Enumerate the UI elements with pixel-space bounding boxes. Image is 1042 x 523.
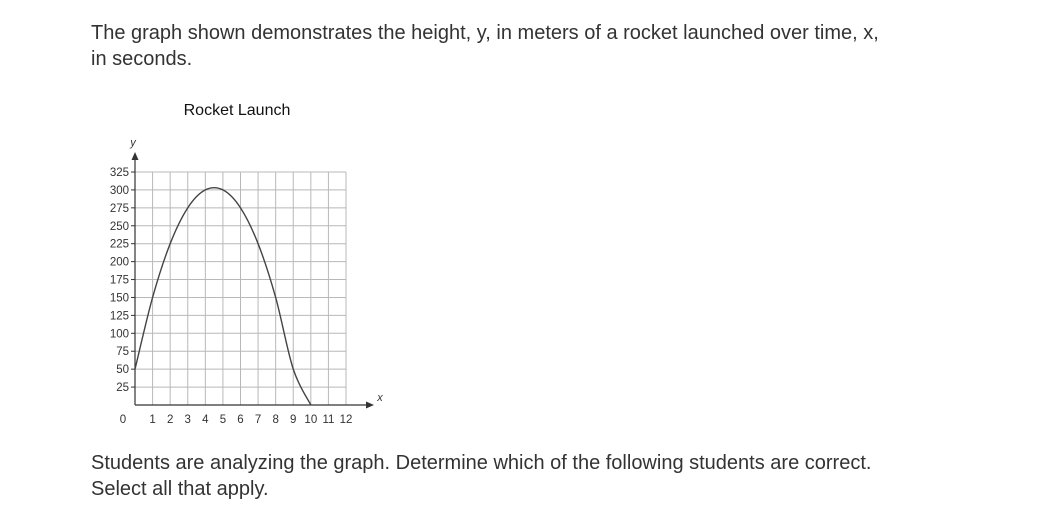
y-tick-label: 275 xyxy=(109,202,129,215)
y-tick-label: 150 xyxy=(109,292,129,305)
y-tick-label: 75 xyxy=(116,346,129,359)
y-tick-label: 50 xyxy=(116,364,129,377)
y-tick-label: 100 xyxy=(109,328,129,341)
y-tick-label: 225 xyxy=(109,238,129,251)
x-tick-label: 8 xyxy=(272,414,279,426)
y-axis-arrow xyxy=(132,152,139,160)
y-tick-label: 300 xyxy=(109,184,129,197)
y-tick-label: 25 xyxy=(116,382,129,395)
x-tick-label: 1 xyxy=(149,414,156,426)
y-tick-label: 250 xyxy=(109,220,129,233)
x-tick-label: 2 xyxy=(166,414,174,426)
x-tick-label: 5 xyxy=(219,414,227,426)
x-tick-label: 3 xyxy=(184,414,191,426)
x-tick-label: 0 xyxy=(119,414,127,426)
x-tick-label: 7 xyxy=(254,414,262,426)
y-tick-label: 200 xyxy=(109,256,129,269)
x-tick-label: 10 xyxy=(304,414,318,426)
x-tick-label: 6 xyxy=(237,414,244,426)
y-tick-label: 175 xyxy=(109,274,129,287)
y-axis-label: y xyxy=(130,137,136,149)
question-prompt: Students are analyzing the graph. Determine which of the following students are correct. Select all that apply. xyxy=(91,452,872,500)
x-tick-label: 11 xyxy=(322,414,335,426)
x-axis-arrow xyxy=(366,402,374,409)
x-tick-label: 9 xyxy=(290,414,297,426)
chart-axes xyxy=(129,137,383,409)
chart-svg xyxy=(80,90,383,430)
chart-title: Rocket Launch xyxy=(183,102,291,119)
x-axis-label: x xyxy=(377,392,383,404)
rocket-launch-chart xyxy=(80,90,383,430)
y-tick-label: 325 xyxy=(109,167,129,179)
y-tick-label: 125 xyxy=(109,310,129,323)
question-intro: The graph shown demonstrates the height, y, in meters of a rocket launched over time, x, in seconds. xyxy=(91,22,879,70)
x-tick-label: 12 xyxy=(339,414,353,426)
x-tick-label: 4 xyxy=(202,414,209,426)
